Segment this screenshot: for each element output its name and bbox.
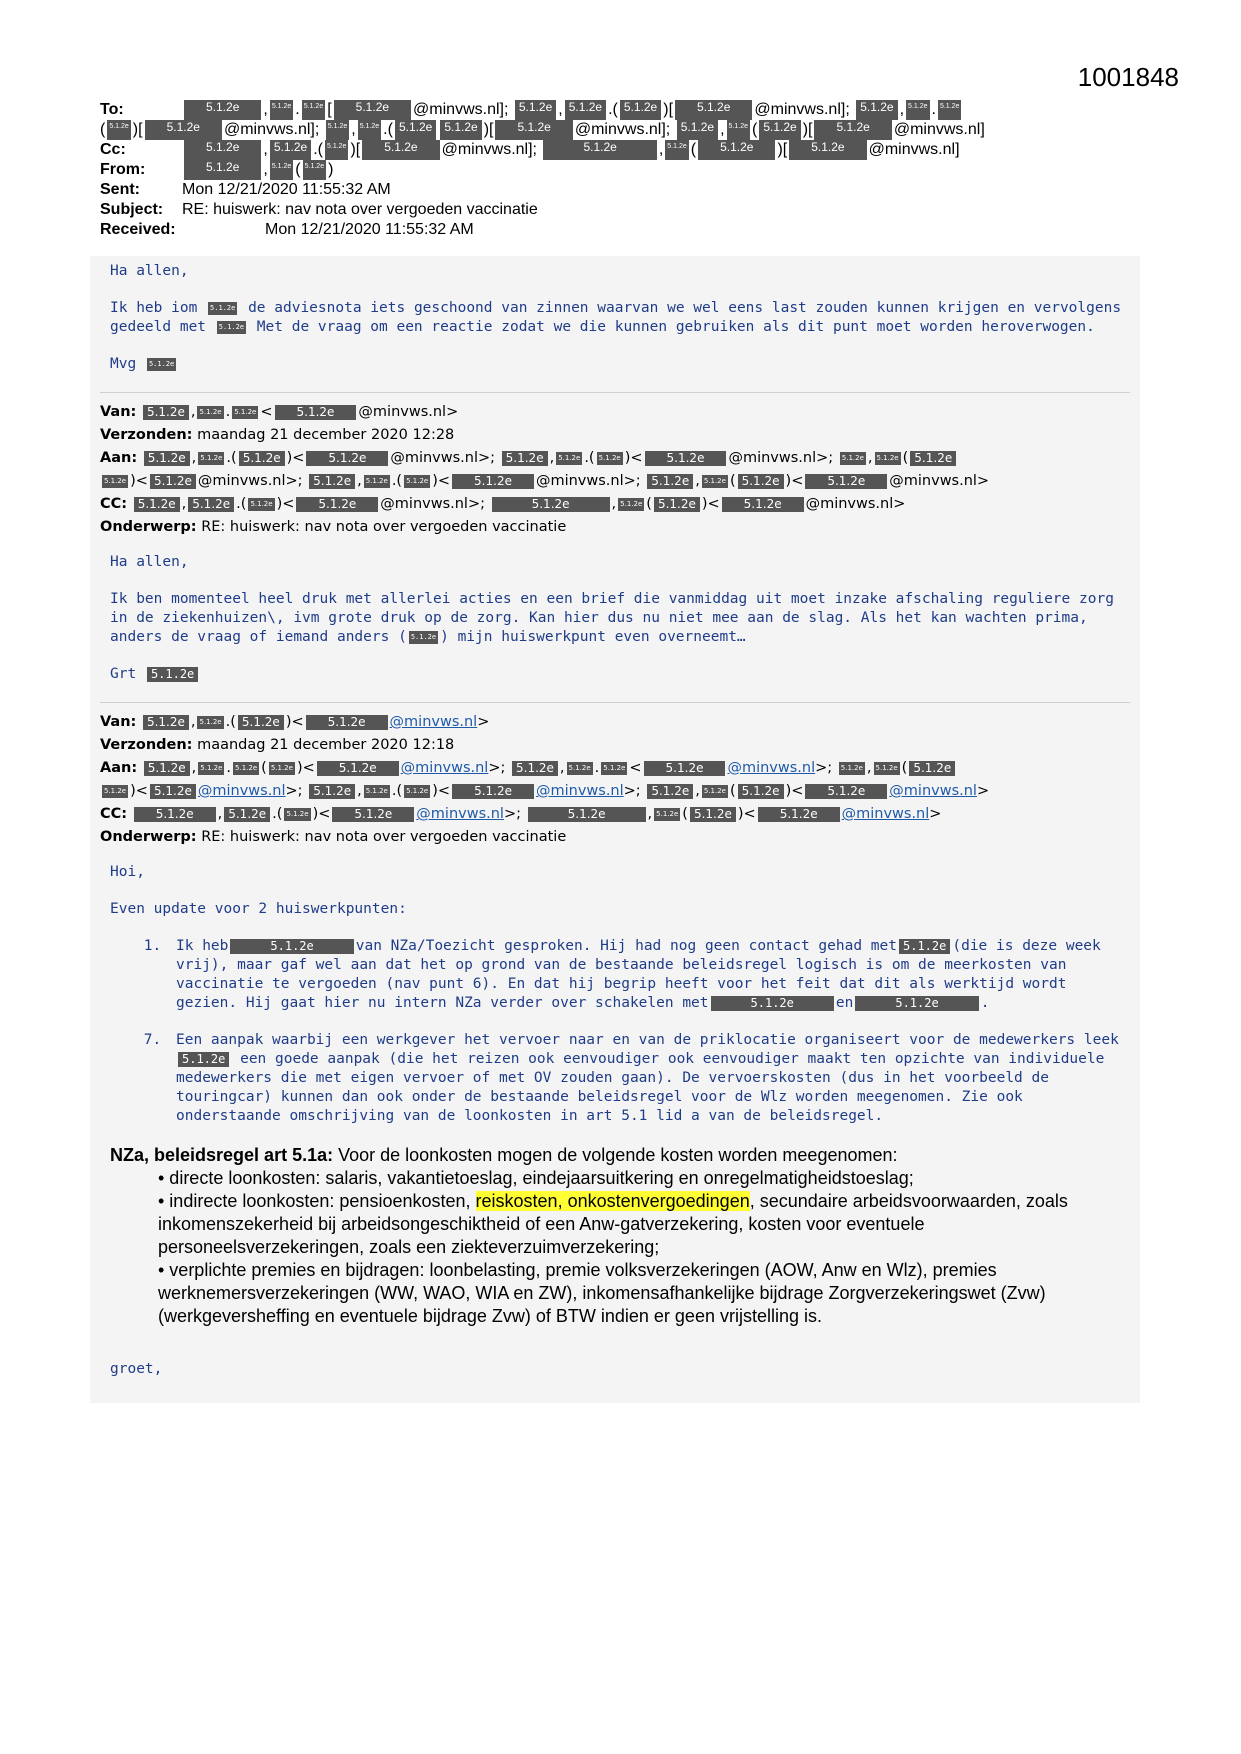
highlighted-text: reiskosten, onkostenvergoedingen (475, 1191, 750, 1211)
message-1 (100, 262, 1130, 374)
redaction: 5.1.2e (198, 762, 224, 775)
redaction: 5.1.2e (269, 762, 295, 775)
text: Ik heb (176, 938, 229, 954)
text: > (477, 714, 490, 730)
redaction: 5.1.2e (654, 497, 700, 512)
redaction: 5.1.2e (270, 100, 293, 120)
redaction: 5.1.2e (364, 785, 390, 798)
redaction: 5.1.2e (738, 474, 784, 489)
subject-label: Subject: (100, 201, 164, 218)
subject-value: RE: huiswerk: nav nota over vergoeden vaccinatie (182, 201, 538, 218)
text: Ik ben momenteel heel druk met allerlei acties en een brief die vanmiddag uit moet inzake afschaling reguliere zorg in de ziekenhuizen\, ivm grote druk op de zorg. Kan hier dus nu niet mee aan de slag. Als het kan wachten prima, anders de vraag of iemand anders ( (110, 591, 1114, 645)
van-label: Van: (100, 404, 137, 420)
van-label: Van: (100, 714, 137, 730)
redaction: 5.1.2e (409, 631, 438, 644)
redaction: 5.1.2e (147, 358, 176, 371)
email-domain: @minvws.nl] (868, 141, 960, 158)
intro: Even update voor 2 huiswerkpunten: (110, 901, 407, 917)
redaction: 5.1.2e (528, 807, 646, 822)
redaction: 5.1.2e (358, 120, 381, 140)
redaction: 5.1.2e (296, 497, 378, 512)
bullet: • verplichte premies en bijdragen: loonbelasting, premie volksverzekeringen (AOW, Anw en Wlz), premies werknemersverzekeringen (WW, WAO, WIA en ZW), inkomensafhankelijke bijdrage Zorgverzekeringswet (Zvw) (werkgeversheffing en eventuele bijdrage Zvw) of BTW indien er geen vrijstelling is. (158, 1260, 1046, 1326)
redaction: 5.1.2e (839, 762, 865, 775)
redaction: 5.1.2e (711, 996, 834, 1011)
redaction: 5.1.2e (618, 498, 644, 511)
greeting: Ha allen, (110, 554, 189, 570)
redaction: 5.1.2e (855, 996, 978, 1011)
forward-header-2: Van: 5.1.2e , 5.1.2e .( 5.1.2e )< 5.1.2e @minvws.nl> Verzonden: maandag 21 december 2020 12:18 Aan: 5.1.2e , 5.1.2e . 5.1.2e ( 5.1.2e )< 5.1.2e @minvws.nl>; 5.1.2e , 5.1.2e . 5.1.2e < 5.1.2e @minvws.nl>; 5.1.2e , 5.1.2e ( 5.1.2e 5.1.2e )< 5.1.2e @minvws.nl>; 5.1.2e , 5.1.2e .( 5.1.2e )< 5.1.2e @minvws.nl>; 5.1.2e , 5.1.2e ( 5.1.2e )< 5.1.2e @minvws.nl> CC: 5.1.2e , 5.1.2e .( 5.1.2e )< 5.1.2e @minvws.nl>; 5.1.2e , 5.1.2e ( 5.1.2e )< 5.1.2e @minvws.nl> Onderwerp: RE: huiswerk: nav nota over vergoeden vaccinatie (100, 714, 990, 845)
email-domain: @minvws.nl]; (574, 121, 671, 138)
cc-label: Cc: (100, 141, 126, 158)
sent-value: Mon 12/21/2020 11:55:32 AM (182, 181, 391, 198)
redaction: 5.1.2e (144, 761, 190, 776)
redaction: 5.1.2e (440, 120, 481, 140)
closing: groet, (110, 1361, 163, 1377)
email-domain: @minvws.nl>; (197, 473, 303, 489)
message-paragraph (110, 299, 1130, 337)
redaction: 5.1.2e (184, 160, 261, 180)
onderwerp-label: Onderwerp: (100, 829, 197, 845)
redaction: 5.1.2e (874, 762, 900, 775)
redaction: 5.1.2e (208, 302, 237, 315)
email-body (90, 256, 1140, 1403)
redaction: 5.1.2e (938, 100, 961, 120)
redaction: 5.1.2e (515, 100, 556, 120)
redaction: 5.1.2e (303, 160, 326, 180)
forward-header-1: Van: 5.1.2e , 5.1.2e . 5.1.2e < 5.1.2e @minvws.nl> Verzonden: maandag 21 december 2020 12:28 Aan: 5.1.2e , 5.1.2e .( 5.1.2e )< 5.1.2e @minvws.nl>; 5.1.2e , 5.1.2e .( 5.1.2e )< 5.1.2e @minvws.nl>; 5.1.2e , 5.1.2e ( 5.1.2e 5.1.2e )< 5.1.2e @minvws.nl>; 5.1.2e , 5.1.2e .( 5.1.2e )< 5.1.2e @minvws.nl>; 5.1.2e , 5.1.2e ( 5.1.2e )< 5.1.2e @minvws.nl> CC: 5.1.2e , 5.1.2e .( 5.1.2e )< 5.1.2e @minvws.nl>; 5.1.2e , 5.1.2e ( 5.1.2e )< 5.1.2e @minvws.nl> Onderwerp: RE: huiswerk: nav nota over vergoeden vaccinatie (100, 404, 990, 535)
excerpt-title: NZa, beleidsregel art 5.1a: (110, 1145, 334, 1165)
redaction: 5.1.2e (230, 939, 353, 954)
text: de adviesnota iets geschoond van zinnen waarvan we wel eens last zouden kunnen krijgen en vervolgens gedeeld met (110, 300, 1122, 335)
redaction: 5.1.2e (107, 120, 130, 140)
redaction: 5.1.2e (840, 452, 866, 465)
email-link[interactable]: @minvws.nl (197, 783, 286, 799)
redaction: 5.1.2e (789, 140, 866, 160)
redaction: 5.1.2e (309, 474, 355, 489)
divider (100, 702, 1130, 703)
redaction: 5.1.2e (184, 140, 261, 160)
redaction: 5.1.2e (597, 452, 623, 465)
policy-excerpt (110, 1144, 1130, 1328)
email-document (100, 100, 1140, 1403)
redaction: 5.1.2e (197, 716, 223, 729)
redaction: 5.1.2e (145, 120, 222, 140)
to-label: To: (100, 101, 124, 118)
redaction: 5.1.2e (620, 100, 661, 120)
text: ) mijn huiswerkpunt even overneemt… (440, 629, 746, 645)
redaction: 5.1.2e (134, 807, 216, 822)
redaction: 5.1.2e (217, 321, 246, 334)
to-row: To: 5.1.2e , 5.1.2e . 5.1.2e [ 5.1.2e @minvws.nl]; 5.1.2e , 5.1.2e .( 5.1.2e )[ 5.1.2e @minvws.nl]; 5.1.2e , 5.1.2e . 5.1.2e (100, 100, 960, 118)
redaction: 5.1.2e (906, 100, 929, 120)
from-label: From: (100, 161, 146, 178)
redaction: 5.1.2e (150, 474, 196, 489)
bullet (110, 1190, 1130, 1259)
redaction: 5.1.2e (856, 100, 897, 120)
email-link[interactable]: @minvws.nl (400, 760, 489, 776)
email-link[interactable]: @minvws.nl (389, 714, 478, 730)
text: Met de vraag om een reactie zodat we die kunnen gebruiken als dit punt moet worden heroverwogen. (256, 319, 1095, 335)
redaction: 5.1.2e (362, 140, 439, 160)
redaction: 5.1.2e (665, 140, 688, 160)
text: • indirecte loonkosten: pensioenkosten, (158, 1191, 471, 1211)
sent-label: Sent: (100, 181, 140, 198)
redaction: 5.1.2e (233, 762, 259, 775)
redaction: 5.1.2e (248, 498, 274, 511)
redaction: 5.1.2e (805, 784, 887, 799)
redaction: 5.1.2e (270, 160, 293, 180)
redaction: 5.1.2e (102, 785, 128, 798)
redaction: 5.1.2e (556, 452, 582, 465)
to-row-continued: ( 5.1.2e )[ 5.1.2e @minvws.nl]; 5.1.2e , 5.1.2e .( 5.1.2e 5.1.2e )[ 5.1.2e @minvws.nl]; 5.1.2e , 5.1.2e ( 5.1.2e )[ 5.1.2e @minvws.nl] (100, 120, 985, 138)
redaction: 5.1.2e (698, 140, 775, 160)
redaction: 5.1.2e (102, 475, 128, 488)
redaction: 5.1.2e (275, 405, 357, 420)
email-domain: @minvws.nl]; (223, 121, 320, 138)
redaction: 5.1.2e (910, 451, 956, 466)
redaction: 5.1.2e (647, 784, 693, 799)
redaction: 5.1.2e (224, 807, 270, 822)
redaction: 5.1.2e (647, 474, 693, 489)
onderwerp-value: RE: huiswerk: nav nota over vergoeden vaccinatie (201, 829, 567, 845)
redaction: 5.1.2e (502, 451, 548, 466)
redaction: 5.1.2e (239, 451, 285, 466)
redaction: 5.1.2e (452, 474, 534, 489)
message-2 (100, 553, 1130, 684)
redaction: 5.1.2e (147, 667, 198, 682)
signature (110, 355, 1130, 374)
redaction: 5.1.2e (722, 497, 804, 512)
redaction: 5.1.2e (492, 497, 610, 512)
text: een goede aanpak (die het reizen ook eenvoudiger ook eenvoudiger maakt ten opzichte van individuele medewerkers die met eigen vervoer of met OV zouden gaan). De vervoerskosten (dus in het voorbeeld de touringcar) kunnen dan ook onder de bestaande beleidsregel voor de Wlz worden meegenomen. Zie ook onderstaande omschrijving van de loonkosten in art 5.1 lid a van de beleidsregel. (176, 1051, 1105, 1124)
received-value: Mon 12/21/2020 11:55:32 AM (265, 221, 474, 238)
homework-list (100, 937, 1130, 1126)
redaction: 5.1.2e (601, 762, 627, 775)
cc-label: CC: (100, 496, 128, 512)
email-domain: @minvws.nl>; (380, 496, 485, 512)
redaction: 5.1.2e (317, 761, 399, 776)
onderwerp-value: RE: huiswerk: nav nota over vergoeden vaccinatie (201, 519, 567, 535)
list-item (170, 1031, 1130, 1126)
email-domain: @minvws.nl>; (390, 450, 496, 466)
redaction: 5.1.2e (702, 475, 728, 488)
redaction: 5.1.2e (495, 120, 572, 140)
email-domain: @minvws.nl> (889, 473, 990, 489)
cc-row: Cc: 5.1.2e , 5.1.2e .( 5.1.2e )[ 5.1.2e @minvws.nl]; 5.1.2e , 5.1.2e ( 5.1.2e )[ 5.1.2e @minvws.nl] (100, 140, 960, 158)
text: Mvg (110, 356, 137, 372)
redaction: 5.1.2e (759, 120, 800, 140)
verzonden-value: maandag 21 december 2020 12:28 (197, 427, 455, 443)
redaction: 5.1.2e (309, 784, 355, 799)
email-domain: @minvws.nl>; (535, 473, 641, 489)
verzonden-value: maandag 21 december 2020 12:18 (197, 737, 455, 753)
redaction: 5.1.2e (543, 140, 656, 160)
redaction: 5.1.2e (197, 406, 223, 419)
from-row: From: 5.1.2e , 5.1.2e ( 5.1.2e ) (100, 160, 334, 178)
verzonden-label: Verzonden: (100, 427, 193, 443)
text: . (980, 995, 990, 1011)
email-domain: @minvws.nl]; (754, 101, 850, 118)
redaction: 5.1.2e (404, 475, 430, 488)
redaction: 5.1.2e (198, 452, 224, 465)
redaction: 5.1.2e (178, 1052, 229, 1067)
redaction: 5.1.2e (675, 100, 752, 120)
redaction: 5.1.2e (306, 715, 388, 730)
text: Voor de loonkosten mogen de volgende kosten worden meegenomen: (338, 1145, 898, 1165)
redaction: 5.1.2e (143, 405, 189, 420)
text: Een aanpak waarbij een werkgever het vervoer naar en van de priklocatie organiseert voor de medewerkers leek (176, 1032, 1119, 1048)
redaction: 5.1.2e (326, 120, 349, 140)
list-item (170, 937, 1130, 1013)
redaction: 5.1.2e (452, 784, 534, 799)
email-domain: @minvws.nl> (805, 496, 906, 512)
subject-row (100, 200, 1140, 220)
redaction: 5.1.2e (899, 939, 950, 954)
verzonden-label: Verzonden: (100, 737, 193, 753)
redaction: 5.1.2e (325, 140, 348, 160)
redaction: 5.1.2e (677, 120, 718, 140)
email-header (100, 100, 1140, 240)
email-link[interactable]: @minvws.nl (727, 760, 816, 776)
redaction: 5.1.2e (334, 100, 411, 120)
aan-label: Aan: (100, 450, 138, 466)
redaction: 5.1.2e (758, 807, 840, 822)
email-link[interactable]: @minvws.nl (416, 806, 504, 822)
text: van NZa/Toezicht gesproken. Hij had nog geen contact gehad met (355, 938, 897, 954)
redaction: 5.1.2e (690, 807, 736, 822)
redaction: 5.1.2e (134, 497, 180, 512)
text: en (835, 995, 854, 1011)
redaction: 5.1.2e (645, 451, 727, 466)
divider (100, 392, 1130, 393)
redaction: 5.1.2e (875, 452, 901, 465)
email-domain: @minvws.nl> (358, 404, 459, 420)
redaction: 5.1.2e (143, 715, 189, 730)
excerpt-heading (110, 1144, 1130, 1167)
redaction: 5.1.2e (738, 784, 784, 799)
redaction: 5.1.2e (567, 762, 593, 775)
bullet: • directe loonkosten: salaris, vakantietoeslag, eindejaarsuitkering en onregelmatigheidstoeslag; (158, 1168, 914, 1188)
redaction: 5.1.2e (302, 100, 325, 120)
redaction: 5.1.2e (232, 406, 258, 419)
sent-row (100, 180, 1140, 200)
redaction: 5.1.2e (395, 120, 436, 140)
email-domain: @minvws.nl>; (728, 450, 834, 466)
email-domain: @minvws.nl] (893, 121, 985, 138)
redaction: 5.1.2e (512, 761, 558, 776)
redaction: 5.1.2e (238, 715, 284, 730)
redaction: 5.1.2e (805, 474, 887, 489)
email-link[interactable]: @minvws.nl (841, 806, 930, 822)
redaction: 5.1.2e (270, 140, 311, 160)
redaction: 5.1.2e (702, 785, 728, 798)
redaction: 5.1.2e (727, 120, 750, 140)
redaction: 5.1.2e (306, 451, 388, 466)
email-link[interactable]: @minvws.nl (889, 783, 977, 799)
email-domain: @minvws.nl]; (413, 101, 509, 118)
received-label: Received: (100, 221, 176, 238)
aan-label: Aan: (100, 760, 138, 776)
redaction: 5.1.2e (284, 808, 310, 821)
document-number: 1001848 (1077, 62, 1179, 92)
email-link[interactable]: @minvws.nl (535, 783, 624, 799)
text: (die is deze week vrij), maar gaf wel aan dat het op grond van de bestaande beleidsregel logisch is om de meerkosten van vaccinatie te vergoeden (nav punt 6). En dat hij begrip heeft voor het feit dat dit als werktijd wordt gezien. Hij gaat hier nu intern NZa verder over schakelen met (176, 938, 1101, 1011)
email-domain: @minvws.nl]; (441, 141, 537, 158)
message-paragraph (110, 590, 1130, 647)
signature (110, 665, 1130, 684)
text: Grt (110, 666, 137, 682)
redaction: 5.1.2e (654, 808, 680, 821)
cc-label: CC: (100, 806, 128, 822)
redaction: 5.1.2e (150, 784, 196, 799)
redaction: 5.1.2e (909, 761, 955, 776)
redaction: 5.1.2e (644, 761, 726, 776)
text: Ik heb iom (110, 300, 198, 316)
onderwerp-label: Onderwerp: (100, 519, 197, 535)
redaction: 5.1.2e (404, 785, 430, 798)
redaction: 5.1.2e (144, 451, 190, 466)
redaction: 5.1.2e (184, 100, 261, 120)
received-row (100, 220, 1140, 240)
redaction: 5.1.2e (364, 475, 390, 488)
redaction: 5.1.2e (332, 807, 414, 822)
redaction: 5.1.2e (565, 100, 606, 120)
text: , secundaire arbeidsvoorwaarden, zoals inkomenszekerheid bij arbeidsongeschiktheid of een Anw-gatverzekering, kosten voor eventuele personeelsverzekeringen, zoals een ziekteverzuimverzekering; (158, 1191, 1068, 1257)
greeting: Ha allen, (110, 263, 189, 279)
message-3 (100, 863, 1130, 1379)
redaction: 5.1.2e (188, 497, 234, 512)
greeting: Hoi, (110, 864, 145, 880)
redaction: 5.1.2e (814, 120, 891, 140)
